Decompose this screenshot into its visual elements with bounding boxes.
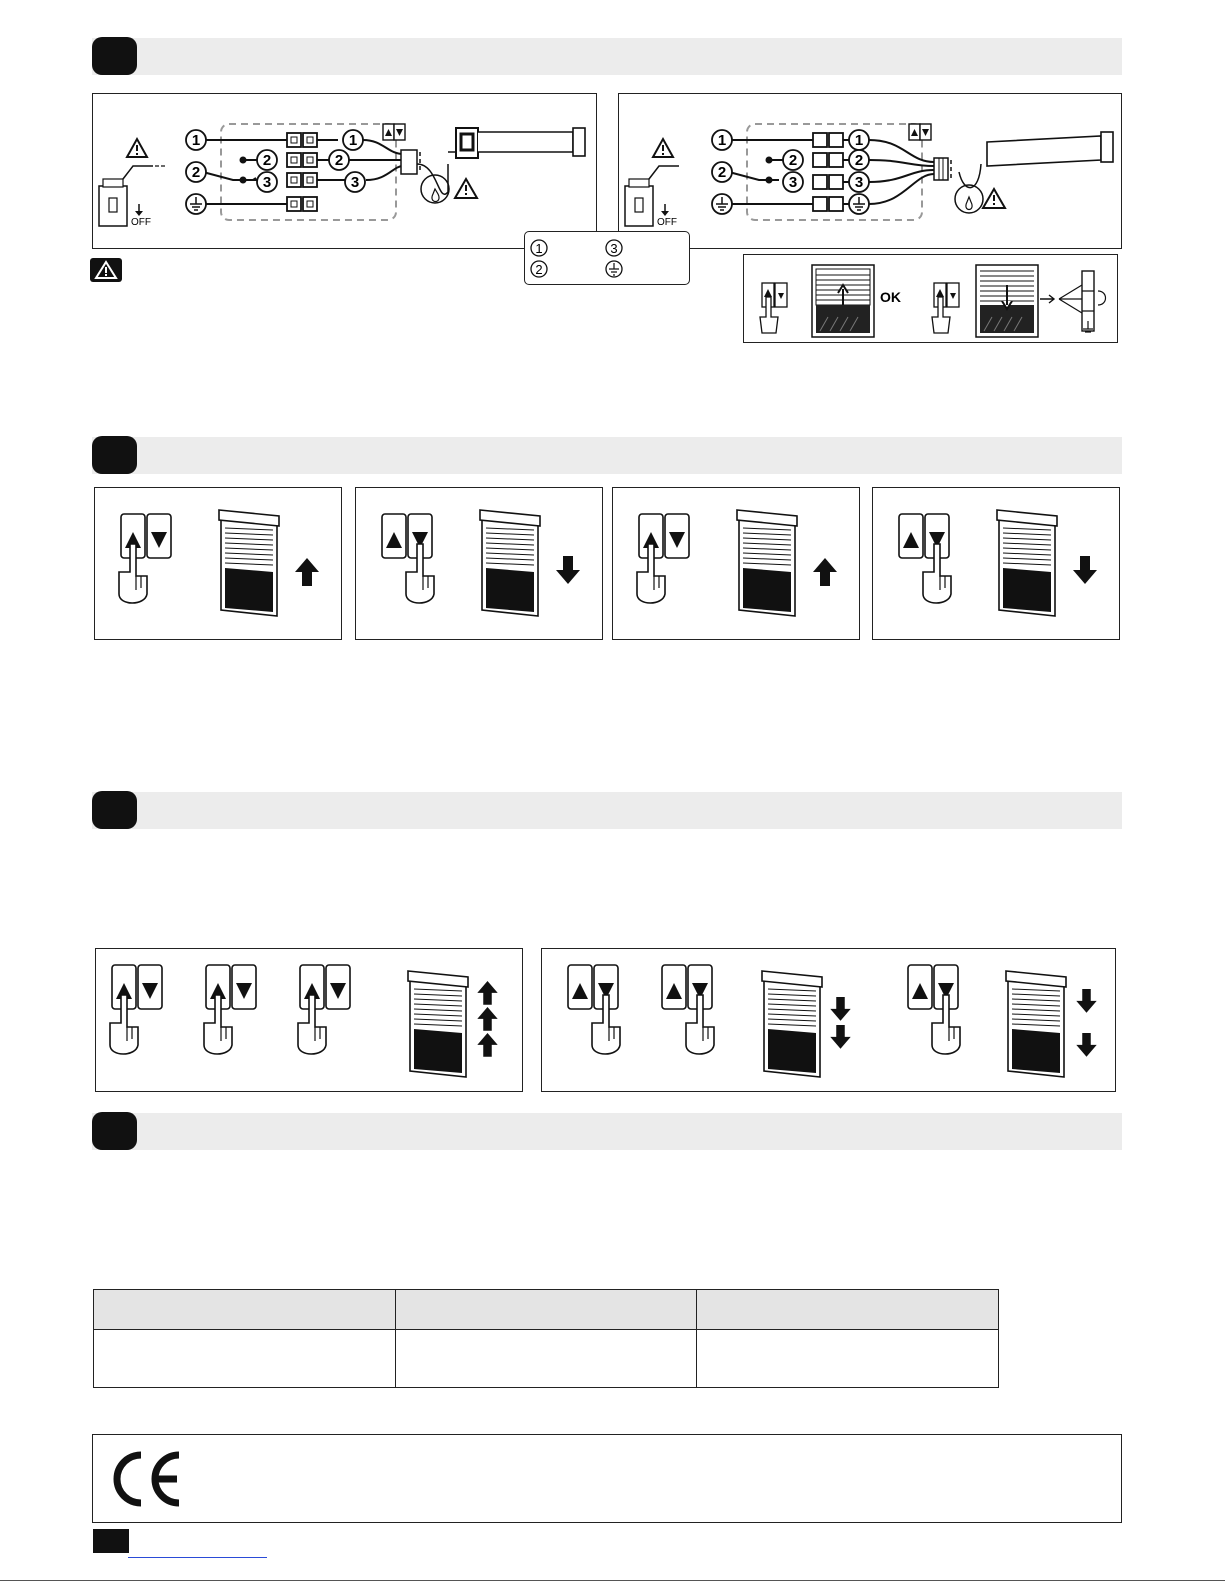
svg-text:2: 2: [535, 262, 543, 277]
arrow-down-icon: [1076, 989, 1096, 1013]
wiring-diagram-left-svg: [93, 94, 598, 250]
switch-press-up-icon: [110, 965, 162, 1054]
roller-shutter-icon: [1006, 971, 1066, 1077]
direction-check-panel: [743, 254, 1118, 343]
wiring-diagram-left: [92, 93, 597, 249]
svg-text:1: 1: [191, 132, 201, 149]
arrow-down-icon: [830, 997, 850, 1021]
section-4-header-bar: [92, 1113, 1122, 1150]
tubular-motor-icon: [448, 128, 585, 158]
operation-up-svg: [95, 488, 343, 641]
svg-text:3: 3: [610, 241, 618, 256]
roller-shutter-icon: [219, 510, 279, 616]
section-1-number-badge: [92, 37, 137, 75]
terminal-blocks: [287, 133, 317, 211]
section-1-header-bar: [92, 38, 1122, 75]
operation-panel-up-2: [612, 487, 860, 640]
switch-press-up-icon: [637, 514, 689, 603]
svg-text:3: 3: [854, 174, 864, 191]
arrow-up-icon: [477, 981, 497, 1005]
wire-number-circles: [712, 130, 869, 214]
operation-down-svg: [356, 488, 604, 641]
specifications-table: [93, 1289, 999, 1388]
wire-legend-svg: [525, 232, 691, 286]
roller-shutter-icon: [997, 510, 1057, 616]
svg-text:3: 3: [788, 174, 798, 191]
footer-link-underline[interactable]: [128, 1557, 267, 1558]
off-label: OFF: [131, 217, 151, 228]
limit-up-svg: [96, 949, 524, 1093]
limit-panel-down: [541, 948, 1116, 1092]
tubular-motor-icon: [987, 132, 1113, 166]
svg-text:2: 2: [788, 152, 798, 169]
wire-number-circles: [186, 130, 365, 214]
operation-up-svg-2: [613, 488, 861, 641]
svg-text:2: 2: [191, 164, 201, 181]
table-cell: [395, 1330, 697, 1388]
wiring-diagram-right-svg: [619, 94, 1123, 250]
swap-wires-icon: [1040, 271, 1106, 332]
arrow-up-icon: [295, 558, 319, 586]
warning-icon-black: [90, 258, 122, 282]
off-label: OFF: [657, 217, 677, 228]
warning-triangle-icon: [653, 139, 673, 157]
shutter-closing-icon: [976, 265, 1038, 337]
language-badge: [93, 1529, 129, 1553]
wires: [203, 140, 403, 204]
svg-text:1: 1: [535, 241, 543, 256]
svg-text:2: 2: [854, 152, 864, 169]
footer-rule: [0, 1580, 1225, 1581]
switch-press-up-icon: [760, 283, 787, 333]
operation-panel-up-1: [94, 487, 342, 640]
off-arrow-icon: [135, 204, 143, 216]
warning-triangle-icon: [127, 139, 147, 157]
ce-mark-icon: [93, 1435, 193, 1524]
svg-text:2: 2: [262, 152, 272, 169]
section-4-number-badge: [92, 1112, 137, 1150]
switch-press-down-icon: [382, 514, 434, 603]
table-cell: [697, 1330, 999, 1388]
motor-connector-icon: [401, 150, 449, 203]
svg-text:2: 2: [334, 152, 344, 169]
svg-text:1: 1: [717, 132, 727, 149]
motor-connector-icon: [934, 158, 983, 213]
svg-text:3: 3: [350, 174, 360, 191]
up-down-switch-icon: [909, 124, 931, 140]
arrow-down-icon: [1073, 556, 1097, 584]
arrow-down-icon: [830, 1025, 850, 1049]
switch-press-up-icon: [298, 965, 350, 1054]
table-header-cell: [697, 1290, 999, 1330]
arrow-up-icon: [813, 558, 837, 586]
warning-triangle-icon: [983, 189, 1005, 208]
operation-down-svg-2: [873, 488, 1121, 641]
up-down-switch-icon: [383, 124, 405, 140]
svg-text:3: 3: [262, 174, 272, 191]
switch-press-up-icon: [204, 965, 256, 1054]
switch-press-down-icon: [899, 514, 951, 603]
table-header-cell: [94, 1290, 396, 1330]
shutter-opening-icon: [812, 265, 874, 337]
ok-label: OK: [880, 289, 901, 305]
svg-text:1: 1: [854, 132, 864, 149]
warning-triangle-icon: [455, 179, 477, 198]
wiring-diagram-right: [618, 93, 1122, 249]
section-3-number-badge: [92, 791, 137, 829]
switch-press-up-icon: [119, 514, 171, 603]
direction-check-svg: [744, 255, 1119, 344]
arrow-up-icon: [477, 1033, 497, 1057]
wire-legend-box: [524, 231, 690, 285]
section-3-header-bar: [92, 792, 1122, 829]
operation-panel-down-1: [355, 487, 603, 640]
arrow-down-icon: [556, 556, 580, 584]
limit-panel-up: [95, 948, 523, 1092]
table-row: [94, 1330, 999, 1388]
switch-press-up-icon-2: [932, 283, 959, 333]
svg-text:1: 1: [348, 132, 358, 149]
table-header-row: [94, 1290, 999, 1330]
switch-press-down-icon: [908, 965, 960, 1054]
section-2-number-badge: [92, 436, 137, 474]
table-header-cell: [395, 1290, 697, 1330]
table-cell: [94, 1330, 396, 1388]
roller-shutter-icon: [408, 971, 468, 1077]
off-arrow-icon: [661, 204, 669, 216]
roller-shutter-icon: [480, 510, 540, 616]
limit-down-svg: [542, 949, 1117, 1093]
section-2-header-bar: [92, 437, 1122, 474]
arrow-up-icon: [477, 1007, 497, 1031]
switch-press-down-icon: [662, 965, 714, 1054]
svg-text:2: 2: [717, 164, 727, 181]
switch-press-down-icon: [568, 965, 620, 1054]
wires: [729, 140, 934, 204]
roller-shutter-icon: [737, 510, 797, 616]
ce-declaration-box: [92, 1434, 1122, 1523]
arrow-down-icon: [1076, 1033, 1096, 1057]
operation-panel-down-2: [872, 487, 1120, 640]
roller-shutter-icon: [762, 971, 822, 1077]
terminal-blocks: [813, 133, 843, 211]
